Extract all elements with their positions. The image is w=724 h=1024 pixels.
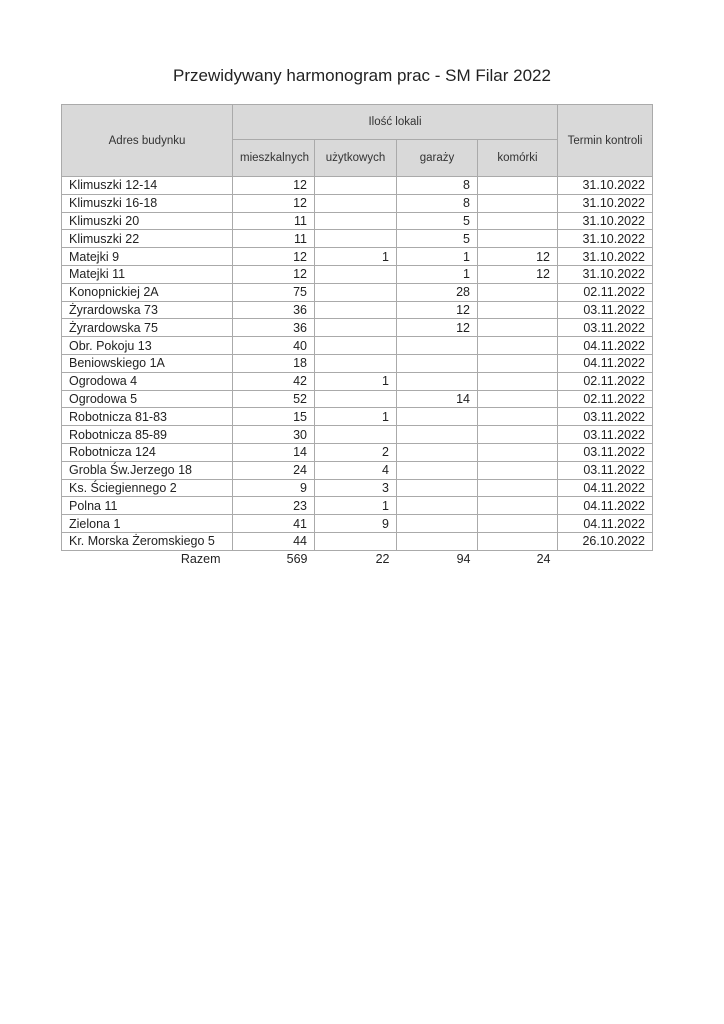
- table-row: [62, 461, 653, 479]
- cell-residential: 9: [233, 479, 315, 497]
- cell-residential: 41: [233, 515, 315, 533]
- cell-deadline: 03.11.2022: [558, 301, 653, 319]
- cell-address: Ks. Ściegiennego 2: [62, 479, 233, 497]
- cell-residential: 44: [233, 532, 315, 550]
- cell-deadline: 04.11.2022: [558, 515, 653, 533]
- cell-storage: [478, 390, 558, 408]
- cell-garages: 5: [397, 212, 478, 230]
- table-row: [62, 230, 653, 248]
- table-row: [62, 265, 653, 283]
- table-row: [62, 479, 653, 497]
- header-deadline: Termin kontroli: [558, 105, 653, 177]
- cell-garages: [397, 497, 478, 515]
- cell-address: Obr. Pokoju 13: [62, 337, 233, 355]
- cell-deadline: 31.10.2022: [558, 265, 653, 283]
- cell-storage: [478, 319, 558, 337]
- header-address: Adres budynku: [62, 105, 233, 177]
- total-storage: 24: [478, 550, 558, 567]
- cell-commercial: [315, 532, 397, 550]
- cell-address: Ogrodowa 4: [62, 372, 233, 390]
- cell-commercial: [315, 194, 397, 212]
- cell-commercial: 2: [315, 443, 397, 461]
- table-row: [62, 532, 653, 550]
- cell-commercial: [315, 301, 397, 319]
- cell-address: Żyrardowska 73: [62, 301, 233, 319]
- cell-address: Konopnickiej 2A: [62, 283, 233, 301]
- cell-deadline: 03.11.2022: [558, 408, 653, 426]
- cell-storage: [478, 194, 558, 212]
- cell-garages: [397, 461, 478, 479]
- cell-storage: [478, 301, 558, 319]
- cell-commercial: 1: [315, 408, 397, 426]
- cell-deadline: 31.10.2022: [558, 194, 653, 212]
- cell-garages: [397, 354, 478, 372]
- cell-commercial: [315, 390, 397, 408]
- cell-storage: [478, 230, 558, 248]
- total-garages: 94: [397, 550, 478, 567]
- cell-address: Robotnicza 85-89: [62, 426, 233, 444]
- totals-row: [62, 550, 653, 567]
- cell-garages: 8: [397, 177, 478, 195]
- cell-deadline: 31.10.2022: [558, 230, 653, 248]
- cell-residential: 42: [233, 372, 315, 390]
- cell-deadline: 03.11.2022: [558, 319, 653, 337]
- cell-deadline: 04.11.2022: [558, 337, 653, 355]
- cell-deadline: 02.11.2022: [558, 372, 653, 390]
- cell-deadline: 31.10.2022: [558, 177, 653, 195]
- total-commercial: 22: [315, 550, 397, 567]
- cell-storage: [478, 408, 558, 426]
- cell-storage: [478, 515, 558, 533]
- cell-residential: 36: [233, 319, 315, 337]
- cell-commercial: [315, 230, 397, 248]
- cell-residential: 15: [233, 408, 315, 426]
- cell-deadline: 03.11.2022: [558, 443, 653, 461]
- cell-garages: 5: [397, 230, 478, 248]
- table-row: [62, 319, 653, 337]
- header-units-group: Ilość lokali: [233, 105, 558, 140]
- cell-residential: 11: [233, 212, 315, 230]
- cell-residential: 23: [233, 497, 315, 515]
- cell-commercial: [315, 283, 397, 301]
- cell-storage: [478, 479, 558, 497]
- cell-residential: 36: [233, 301, 315, 319]
- cell-commercial: 9: [315, 515, 397, 533]
- cell-storage: [478, 212, 558, 230]
- table-row: [62, 212, 653, 230]
- cell-address: Zielona 1: [62, 515, 233, 533]
- table-row: [62, 301, 653, 319]
- table-row: [62, 443, 653, 461]
- cell-storage: [478, 337, 558, 355]
- cell-storage: [478, 443, 558, 461]
- cell-residential: 40: [233, 337, 315, 355]
- cell-commercial: [315, 212, 397, 230]
- cell-address: Robotnicza 81-83: [62, 408, 233, 426]
- header-storage: komórki: [478, 140, 558, 177]
- cell-storage: [478, 283, 558, 301]
- cell-residential: 14: [233, 443, 315, 461]
- page-title: Przewidywany harmonogram prac - SM Filar 2022: [173, 66, 551, 85]
- header-garages: garaży: [397, 140, 478, 177]
- cell-garages: 1: [397, 265, 478, 283]
- cell-garages: 12: [397, 319, 478, 337]
- cell-residential: 75: [233, 283, 315, 301]
- cell-address: Ogrodowa 5: [62, 390, 233, 408]
- cell-storage: 12: [478, 248, 558, 266]
- header-commercial: użytkowych: [315, 140, 397, 177]
- cell-storage: [478, 372, 558, 390]
- cell-residential: 30: [233, 426, 315, 444]
- cell-address: Klimuszki 12-14: [62, 177, 233, 195]
- table-row: [62, 372, 653, 390]
- cell-storage: [478, 461, 558, 479]
- table-row: [62, 354, 653, 372]
- cell-address: Żyrardowska 75: [62, 319, 233, 337]
- cell-address: Klimuszki 22: [62, 230, 233, 248]
- table-row: [62, 408, 653, 426]
- cell-deadline: 31.10.2022: [558, 248, 653, 266]
- cell-residential: 12: [233, 177, 315, 195]
- cell-garages: [397, 337, 478, 355]
- cell-commercial: [315, 354, 397, 372]
- cell-deadline: 03.11.2022: [558, 461, 653, 479]
- totals-label: Razem: [62, 550, 233, 567]
- cell-storage: [478, 354, 558, 372]
- cell-residential: 11: [233, 230, 315, 248]
- cell-residential: 18: [233, 354, 315, 372]
- cell-deadline: 02.11.2022: [558, 283, 653, 301]
- cell-residential: 12: [233, 248, 315, 266]
- cell-deadline: 31.10.2022: [558, 212, 653, 230]
- table-row: [62, 283, 653, 301]
- cell-commercial: 1: [315, 372, 397, 390]
- schedule-table: [61, 104, 653, 568]
- cell-residential: 52: [233, 390, 315, 408]
- cell-address: Grobla Św.Jerzego 18: [62, 461, 233, 479]
- cell-storage: 12: [478, 265, 558, 283]
- cell-garages: 28: [397, 283, 478, 301]
- cell-commercial: 4: [315, 461, 397, 479]
- cell-commercial: [315, 177, 397, 195]
- cell-garages: [397, 479, 478, 497]
- table-row: [62, 194, 653, 212]
- cell-address: Robotnicza 124: [62, 443, 233, 461]
- table-row: [62, 248, 653, 266]
- table-row: [62, 177, 653, 195]
- cell-address: Klimuszki 20: [62, 212, 233, 230]
- cell-residential: 12: [233, 194, 315, 212]
- cell-address: Beniowskiego 1A: [62, 354, 233, 372]
- cell-garages: [397, 515, 478, 533]
- cell-commercial: [315, 426, 397, 444]
- cell-commercial: 1: [315, 497, 397, 515]
- cell-deadline: 26.10.2022: [558, 532, 653, 550]
- cell-garages: [397, 408, 478, 426]
- cell-address: Kr. Morska Żeromskiego 5: [62, 532, 233, 550]
- table-row: [62, 337, 653, 355]
- cell-storage: [478, 497, 558, 515]
- cell-garages: 1: [397, 248, 478, 266]
- cell-garages: [397, 372, 478, 390]
- cell-garages: 12: [397, 301, 478, 319]
- cell-address: Matejki 9: [62, 248, 233, 266]
- cell-commercial: [315, 337, 397, 355]
- cell-commercial: 1: [315, 248, 397, 266]
- cell-garages: [397, 426, 478, 444]
- cell-garages: 14: [397, 390, 478, 408]
- total-empty: [558, 550, 653, 567]
- cell-garages: [397, 443, 478, 461]
- table-row: [62, 515, 653, 533]
- cell-address: Klimuszki 16-18: [62, 194, 233, 212]
- cell-deadline: 04.11.2022: [558, 479, 653, 497]
- table-row: [62, 390, 653, 408]
- cell-deadline: 04.11.2022: [558, 354, 653, 372]
- total-residential: 569: [233, 550, 315, 567]
- cell-address: Polna 11: [62, 497, 233, 515]
- cell-garages: 8: [397, 194, 478, 212]
- cell-residential: 24: [233, 461, 315, 479]
- cell-commercial: [315, 319, 397, 337]
- cell-garages: [397, 532, 478, 550]
- cell-commercial: [315, 265, 397, 283]
- cell-residential: 12: [233, 265, 315, 283]
- header-residential: mieszkalnych: [233, 140, 315, 177]
- cell-deadline: 04.11.2022: [558, 497, 653, 515]
- cell-storage: [478, 177, 558, 195]
- table-row: [62, 426, 653, 444]
- cell-deadline: 02.11.2022: [558, 390, 653, 408]
- cell-deadline: 03.11.2022: [558, 426, 653, 444]
- table-row: [62, 497, 653, 515]
- cell-commercial: 3: [315, 479, 397, 497]
- cell-storage: [478, 426, 558, 444]
- cell-storage: [478, 532, 558, 550]
- cell-address: Matejki 11: [62, 265, 233, 283]
